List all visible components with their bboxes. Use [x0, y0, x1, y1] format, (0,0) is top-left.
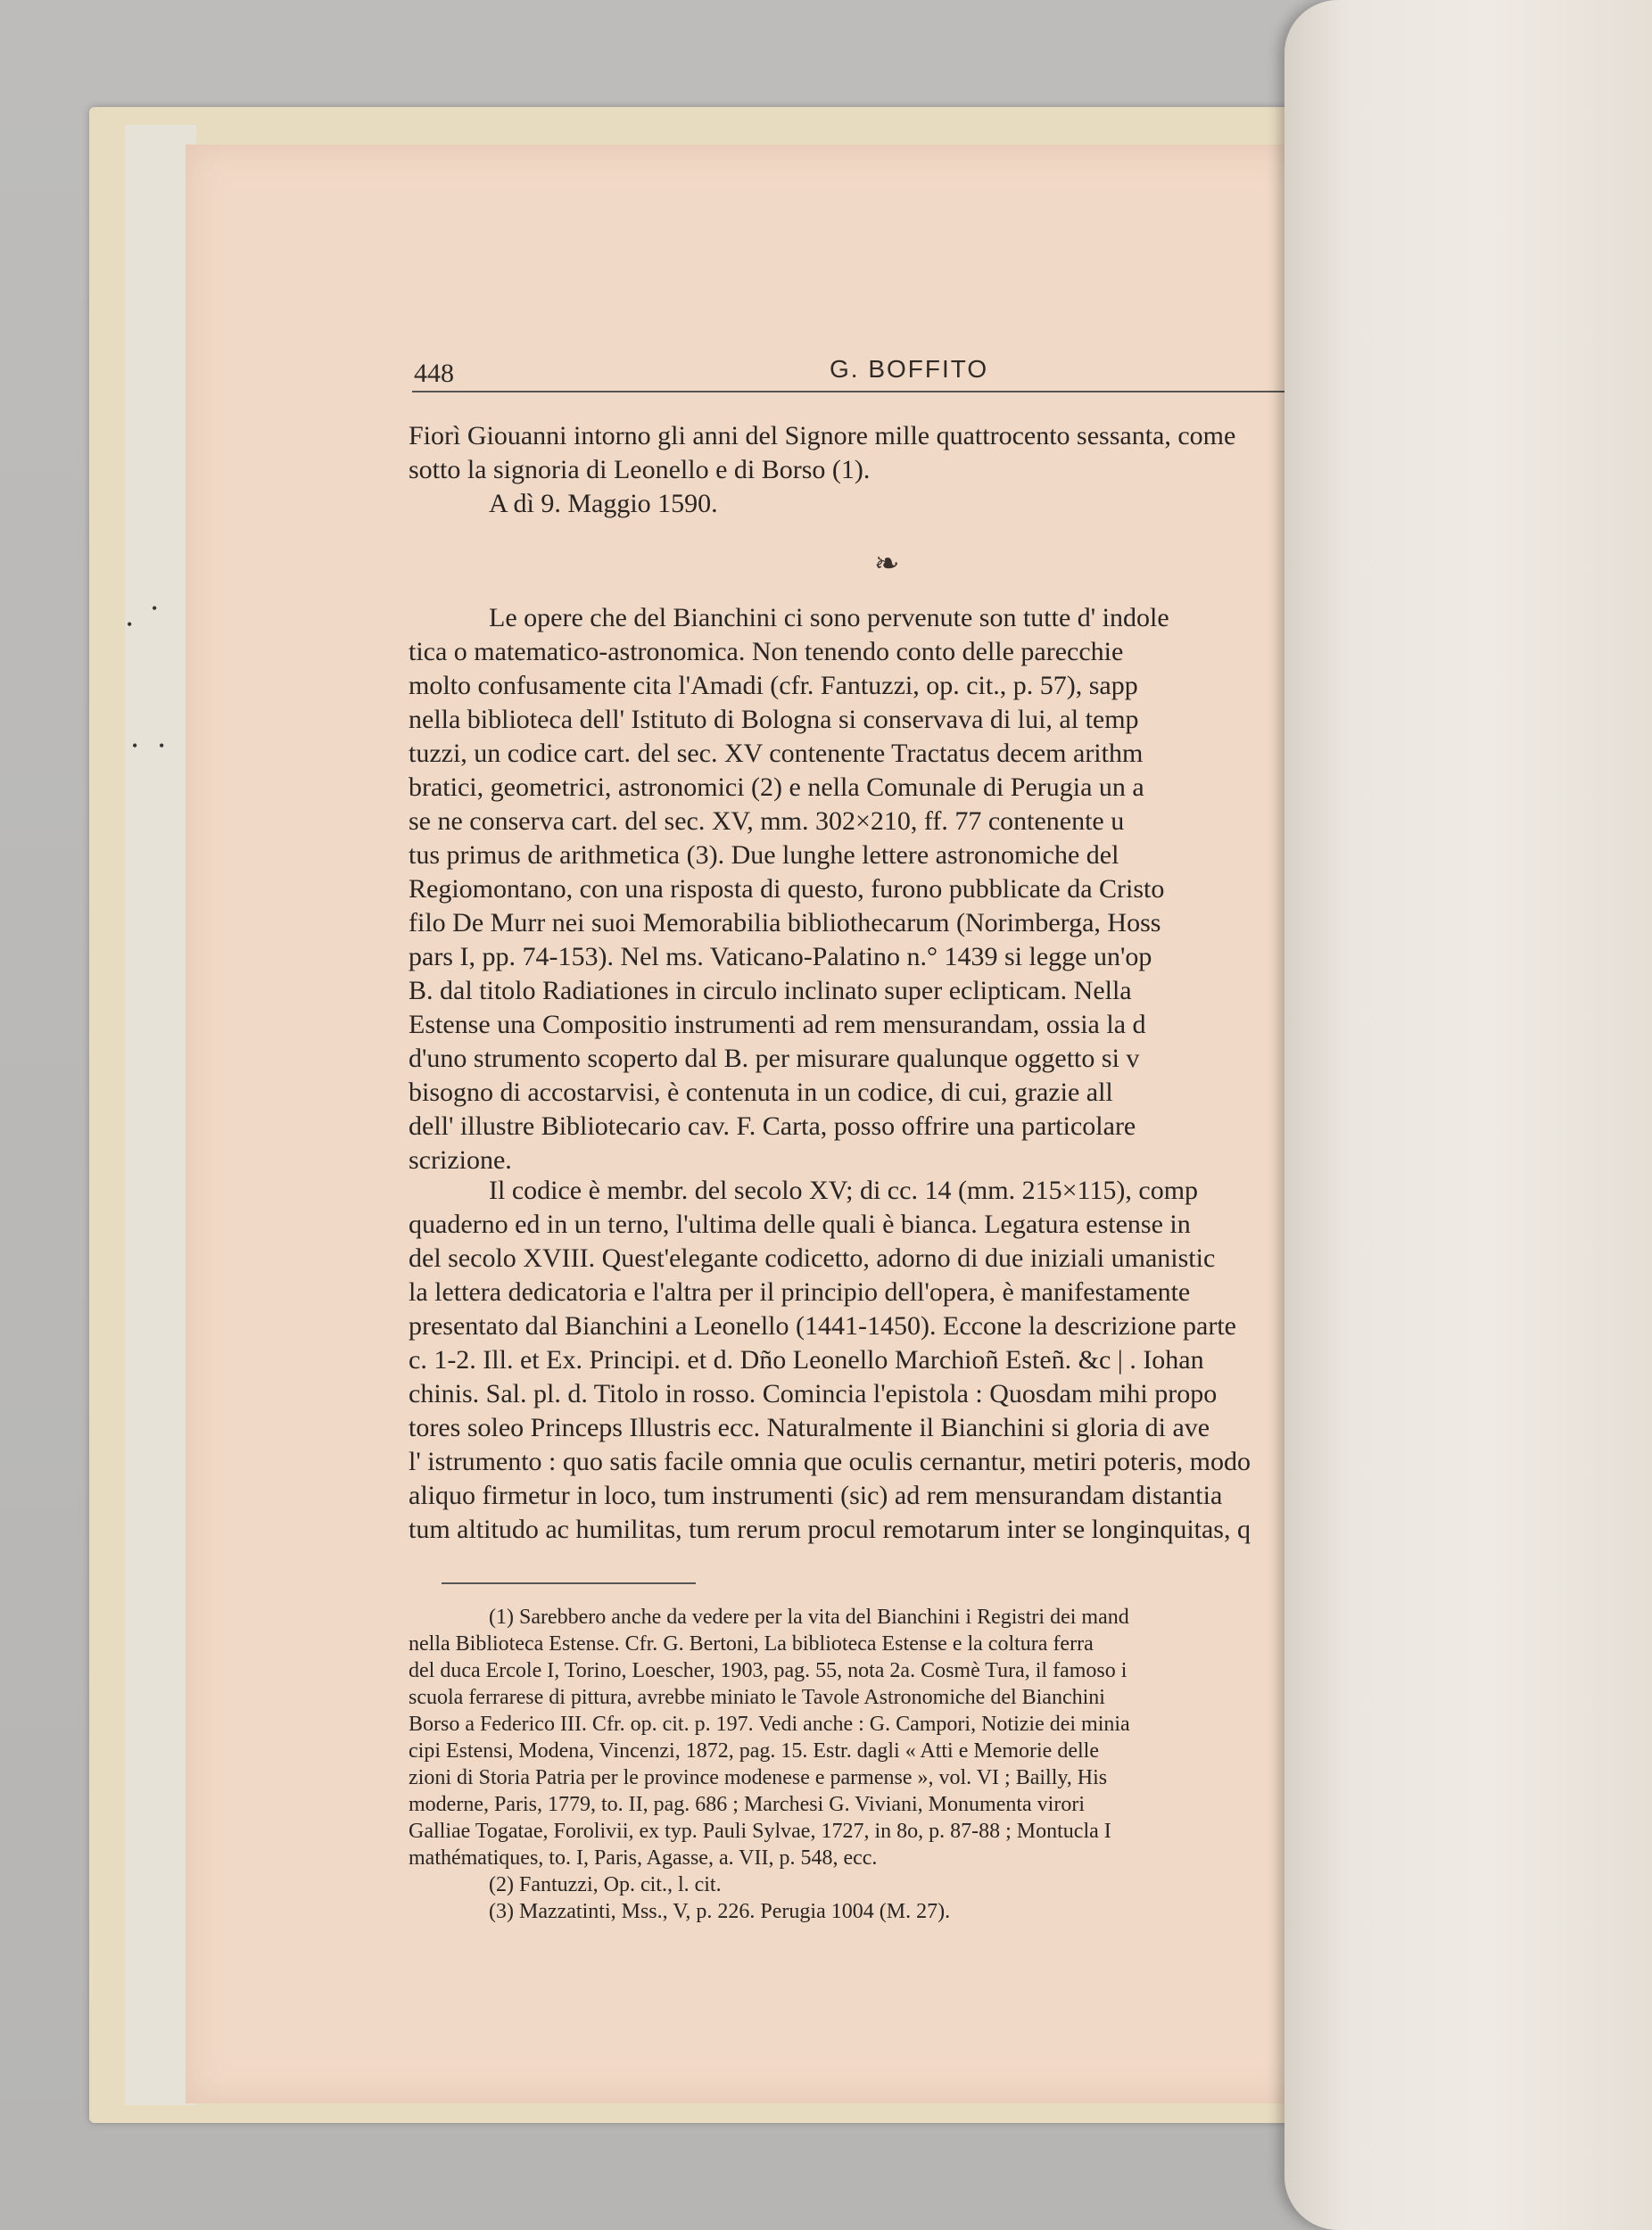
text-line: dell' illustre Bibliotecario cav. F. Carta, posso offrire una particolare	[409, 1111, 1136, 1141]
footnote-line: (2) Fantuzzi, Op. cit., l. cit.	[489, 1873, 722, 1896]
footnote-line: cipi Estensi, Modena, Vincenzi, 1872, pag. 15. Estr. dagli « Atti e Memorie delle	[409, 1739, 1099, 1763]
footnote-rule	[442, 1582, 696, 1584]
text-line: tores soleo Princeps Illustris ecc. Naturalmente il Bianchini si gloria di ave	[409, 1413, 1210, 1442]
text-line: A dì 9. Maggio 1590.	[489, 489, 718, 518]
text-line: se ne conserva cart. del sec. XV, mm. 302×210, ff. 77 contenente u	[409, 806, 1125, 836]
text-line: Regiomontano, con una risposta di questo, furono pubblicate da Cristo	[409, 874, 1165, 904]
footnote-line: moderne, Paris, 1779, to. II, pag. 686 ; Marchesi G. Viviani, Monumenta virori	[409, 1793, 1085, 1816]
text-line: d'uno strumento scoperto dal B. per misurare qualunque oggetto si v	[409, 1044, 1140, 1073]
text-line: molto confusamente cita l'Amadi (cfr. Fantuzzi, op. cit., p. 57), sapp	[409, 671, 1138, 700]
facing-page-curl	[1284, 0, 1652, 2230]
text-line: quaderno ed in un terno, l'ultima delle quali è bianca. Legatura estense in	[409, 1210, 1191, 1239]
footnote-line: del duca Ercole I, Torino, Loescher, 1903, pag. 55, nota 2a. Cosmè Tura, il famoso i	[409, 1659, 1127, 1682]
text-line: Le opere che del Bianchini ci sono pervenute son tutte d' indole	[489, 603, 1169, 632]
text-line: l' istrumento : quo satis facile omnia que oculis cernantur, metiri poteris, modo	[409, 1447, 1251, 1476]
text-line: la lettera dedicatoria e l'altra per il principio dell'opera, è manifestamente	[409, 1277, 1191, 1307]
text-line: presentato dal Bianchini a Leonello (1441-1450). Eccone la descrizione parte	[409, 1311, 1236, 1341]
footnotes	[409, 1604, 1301, 1925]
text-line: del secolo XVIII. Quest'elegante codicetto, adorno di due iniziali umanistic	[409, 1243, 1216, 1273]
text-line: nella biblioteca dell' Istituto di Bologna si conservava di lui, al temp	[409, 705, 1139, 734]
text-line: bisogno di accostarvisi, è contenuta in un codice, di cui, grazie all	[409, 1078, 1113, 1107]
text-line: chinis. Sal. pl. d. Titolo in rosso. Comincia l'epistola : Quosdam mihi propo	[409, 1379, 1218, 1408]
paragraph-works	[409, 601, 1301, 1177]
header-rule	[412, 391, 1304, 392]
footnote-line: (3) Mazzatinti, Mss., V, p. 226. Perugia 1004 (M. 27).	[489, 1900, 951, 1923]
text-line: bratici, geometrici, astronomici (2) e nella Comunale di Perugia un a	[409, 772, 1144, 802]
text-line: Fiorì Giouanni intorno gli anni del Signore mille quattrocento sessanta, come	[409, 421, 1236, 450]
text-line: tum altitudo ac humilitas, tum rerum procul remotarum inter se longinquitas, q	[409, 1515, 1251, 1544]
text-line: Estense una Compositio instrumenti ad rem mensurandam, ossia la d	[409, 1010, 1146, 1039]
paragraph-codex	[409, 1174, 1301, 1547]
text-line: tuzzi, un codice cart. del sec. XV contenente Tractatus decem arithm	[409, 739, 1144, 768]
page-number: 448	[414, 359, 454, 388]
footnote-line: nella Biblioteca Estense. Cfr. G. Bertoni, La biblioteca Estense e la coltura ferra	[409, 1632, 1094, 1656]
text-line: aliquo firmetur in loco, tum instrumenti (sic) ad rem mensurandam distantia	[409, 1481, 1223, 1510]
footnote-line: (1) Sarebbero anche da vedere per la vita del Bianchini i Registri dei mand	[489, 1606, 1129, 1629]
text-line: Il codice è membr. del secolo XV; di cc. 14 (mm. 215×115), comp	[489, 1176, 1199, 1205]
text-line: filo De Murr nei suoi Memorabilia bibliothecarum (Norimberga, Hoss	[409, 908, 1161, 937]
text-line: scrizione.	[409, 1145, 512, 1175]
fleuron-ornament: ❧	[874, 548, 900, 581]
paragraph-closing-quote	[409, 419, 1301, 521]
text-line: tica o matematico-astronomica. Non tenendo conto delle parecchie	[409, 637, 1124, 666]
running-head: G. BOFFITO	[830, 355, 989, 383]
footnote-line: mathématiques, to. I, Paris, Agasse, a. VII, p. 548, ecc.	[409, 1846, 878, 1870]
footnote-line: zioni di Storia Patria per le province modenese e parmense », vol. VI ; Bailly, His	[409, 1766, 1108, 1789]
text-line: c. 1-2. Ill. et Ex. Principi. et d. Dño Leonello Marchioñ Esteñ. &c | . Iohan	[409, 1345, 1204, 1375]
footnote-line: Borso a Federico III. Cfr. op. cit. p. 197. Vedi anche : G. Campori, Notizie dei minia	[409, 1713, 1130, 1736]
text-line: B. dal titolo Radiationes in circulo inclinato super eclipticam. Nella	[409, 976, 1132, 1005]
text-line: tus primus de arithmetica (3). Due lunghe lettere astronomiche del	[409, 840, 1119, 870]
text-line: sotto la signoria di Leonello e di Borso (1).	[409, 455, 871, 484]
text-line: pars I, pp. 74-153). Nel ms. Vaticano-Palatino n.° 1439 si legge un'op	[409, 942, 1152, 971]
footnote-line: scuola ferrarese di pittura, avrebbe miniato le Tavole Astronomiche del Bianchini	[409, 1686, 1105, 1709]
footnote-line: Galliae Togatae, Forolivii, ex typ. Pauli Sylvae, 1727, in 8o, p. 87-88 ; Montucla I	[409, 1820, 1111, 1843]
